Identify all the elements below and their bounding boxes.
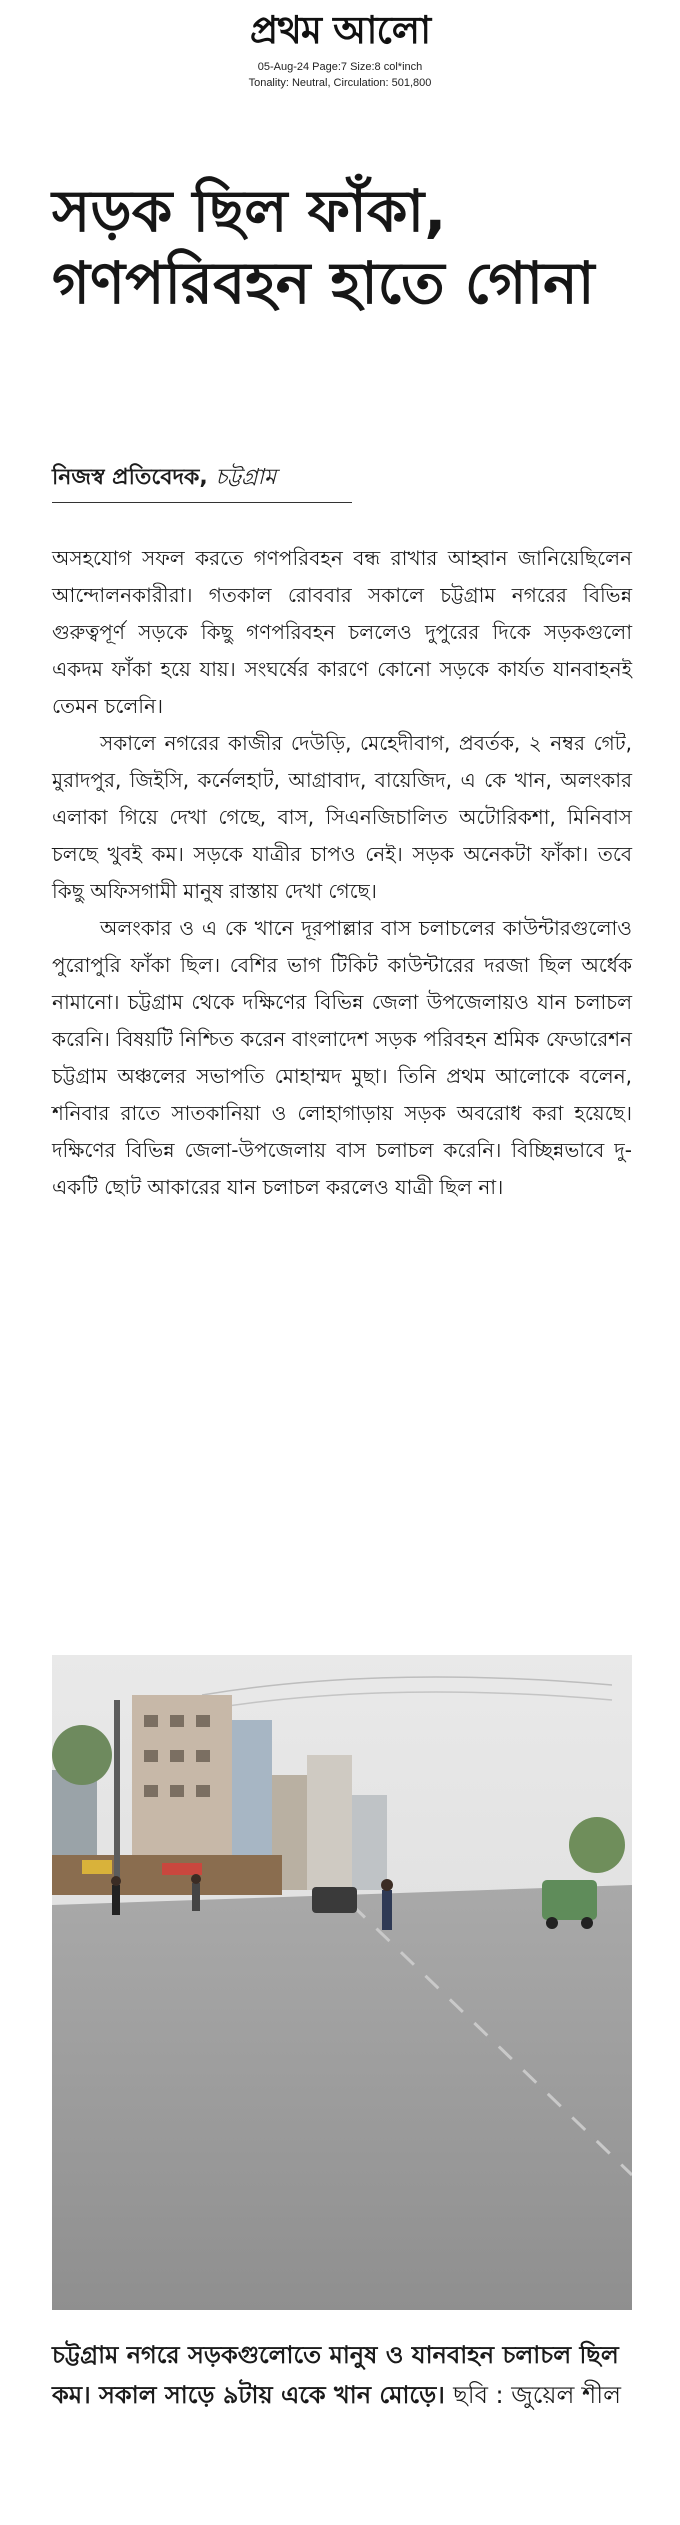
byline-location: চট্টগ্রাম	[215, 465, 277, 490]
logo-text: প্রথম আলো	[249, 8, 431, 52]
byline	[52, 460, 276, 497]
photo-credit: ছবি : জুয়েল শীল	[453, 2381, 621, 2409]
clipping-meta-line2: Tonality: Neutral, Circulation: 501,800	[248, 77, 432, 89]
article-paragraph: অলংকার ও এ কে খানে দূরপাল্লার বাস চলাচলের কাউন্টারগুলোও পুরোপুরি ফাঁকা ছিল। বেশির ভাগ টিকিট কাউন্টারের দরজা ছিল অর্ধেক নামানো। চট্টগ্রাম থেকে দক্ষিণের বিভিন্ন জেলা উপজেলায়ও যান চলাচল করেনি। বিষয়টি নিশ্চিত করেন বাংলাদেশ সড়ক পরিবহন শ্রমিক ফেডারেশন চট্টগ্রাম অঞ্চলের সভাপতি মোহাম্মদ মুছা। তিনি প্রথম আলোকে বলেন, শনিবার রাতে সাতকানিয়া ও লোহাগাড়ায় সড়ক অবরোধ করা হয়েছে। দক্ষিণের বিভিন্ন জেলা-উপজেলায় বাস চলাচল করেনি। বিচ্ছিন্নভাবে দু-একটি ছোট আকারের যান চলাচল করলেও যাত্রী ছিল না।	[52, 916, 632, 1199]
masthead	[0, 8, 680, 90]
article-paragraph: অসহযোগ সফল করতে গণপরিবহন বন্ধ রাখার আহ্বান জানিয়েছিলেন আন্দোলনকারীরা। গতকাল রোববার সকালে চট্টগ্রাম নগরের বিভিন্ন গুরুত্বপূর্ণ সড়কে কিছু গণপরিবহন চললেও দুপুরের দিকে সড়কগুলো একদম ফাঁকা হয়ে যায়। সংঘর্ষের কারণে কোনো সড়কে কার্যত যানবাহনই তেমন চলেনি।	[52, 546, 632, 718]
byline-author: নিজস্ব প্রতিবেদক,	[52, 465, 208, 490]
headline: সড়ক ছিল ফাঁকা, গণপরিবহন হাতে গোনা	[52, 177, 595, 317]
news-photo	[52, 1655, 632, 2310]
article-body	[52, 540, 632, 1206]
clipping-meta-line1: 05-Aug-24 Page:7 Size:8 col*inch	[257, 61, 423, 73]
byline-divider	[52, 502, 352, 503]
caption-text: চট্টগ্রাম নগরে সড়কগুলোতে মানুষ ও যানবাহন চলাচল ছিল কম। সকাল সাড়ে ৯টায় একে খান মোড়ে।	[52, 2341, 619, 2409]
prothom-alo-logo	[250, 8, 430, 58]
photo-caption	[52, 2335, 632, 2415]
article-paragraph: সকালে নগরের কাজীর দেউড়ি, মেহেদীবাগ, প্রবর্তক, ২ নম্বর গেট, মুরাদপুর, জিইসি, কর্নেলহাট, আগ্রাবাদ, বায়েজিদ, এ কে খান, অলংকার এলাকা গিয়ে দেখা গেছে, বাস, সিএনজিচালিত অটোরিকশা, মিনিবাস চলছে খুবই কম। সড়কে যাত্রীর চাপও নেই। সড়ক অনেকটা ফাঁকা। তবে কিছু অফিসগামী মানুষ রাস্তায় দেখা গেছে।	[52, 731, 632, 903]
road-scene-illustration	[52, 1655, 632, 2310]
